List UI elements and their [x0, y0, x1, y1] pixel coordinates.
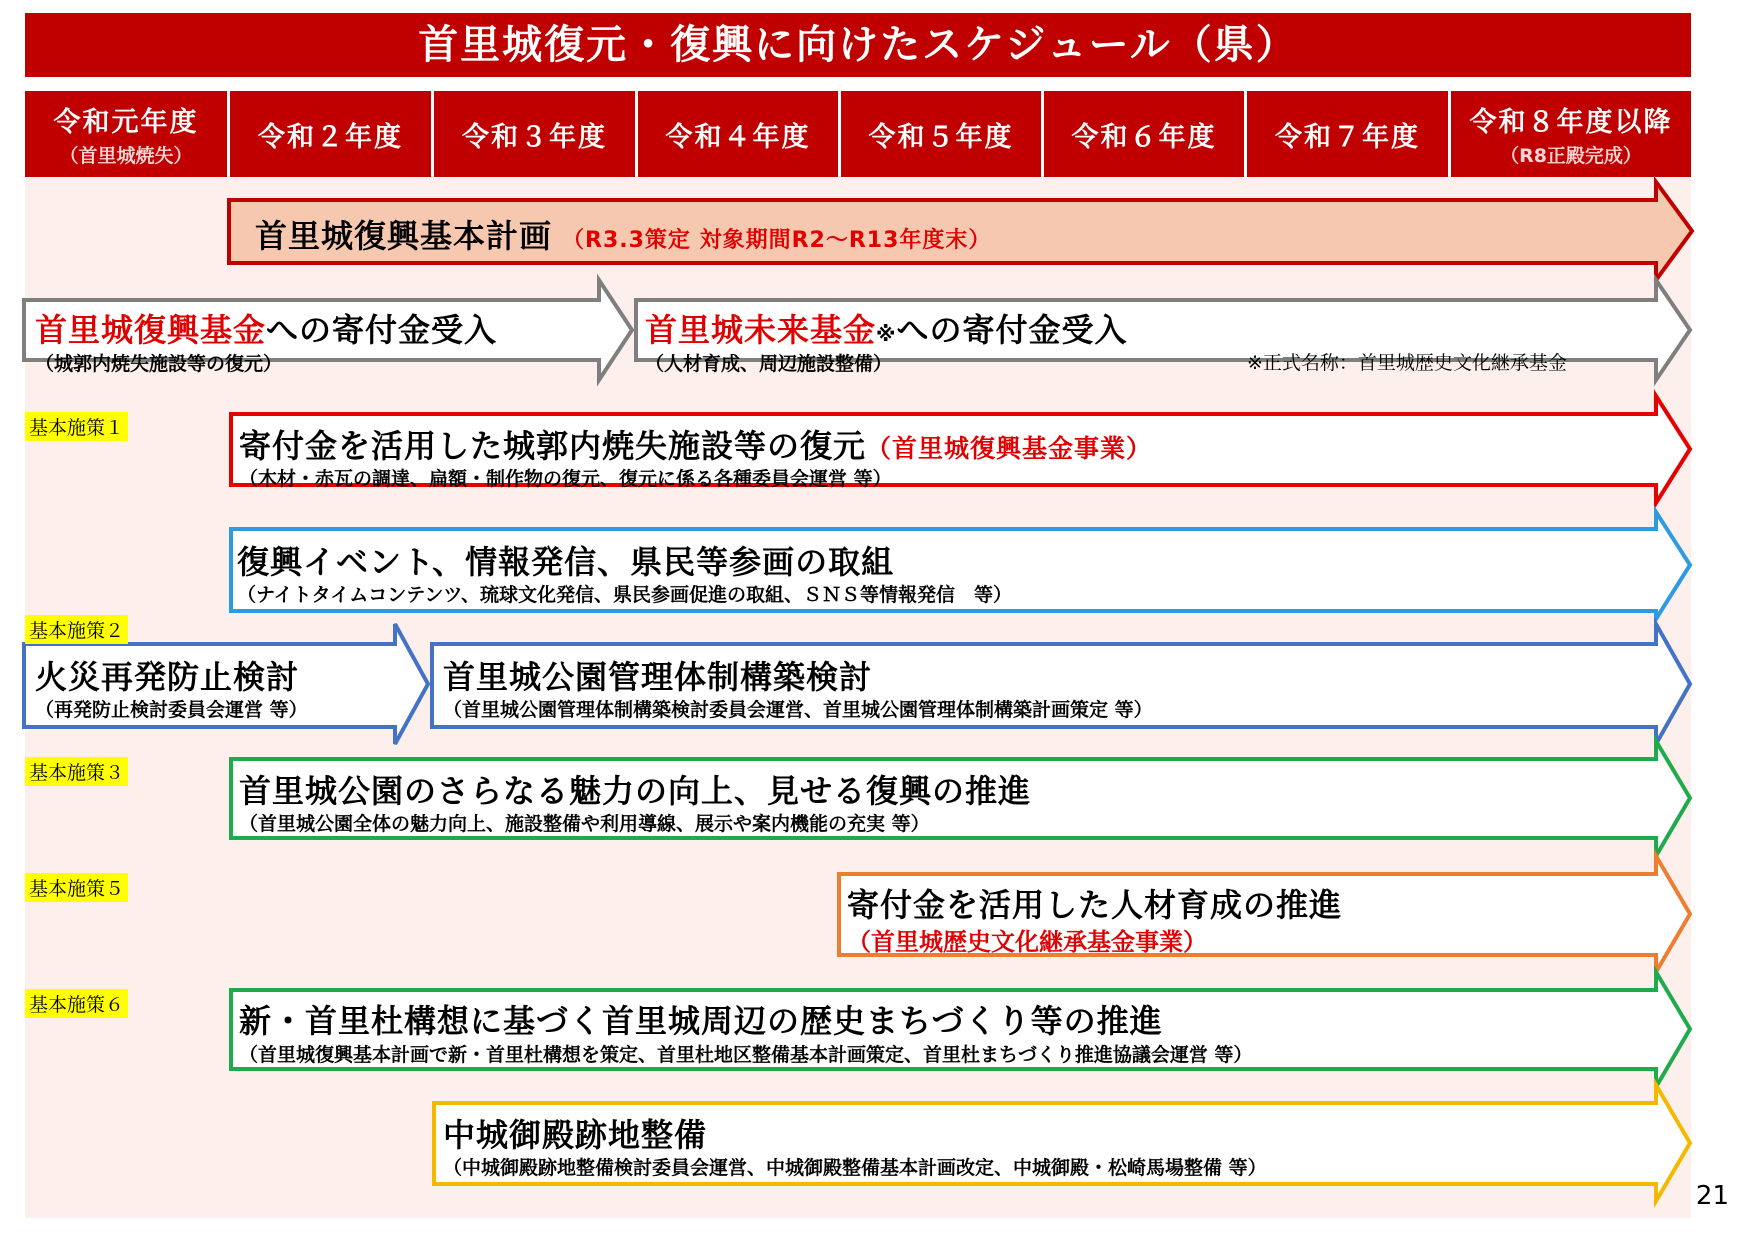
- fund2-detail: （人材育成、周辺施設整備）: [645, 353, 893, 375]
- year-label: 令和２年度: [258, 121, 403, 153]
- plan-title-text: 首里城復興基本計画: [255, 217, 553, 255]
- measure1-title-text: 寄付金を活用した城郭内焼失施設等の復元: [239, 427, 867, 465]
- fund2-title: [645, 305, 1127, 351]
- nakagusuku-detail: （中城御殿跡地整備検討委員会運営、中城御殿整備基本計画改定、中城御殿・松崎馬場整備 等）: [443, 1157, 1267, 1179]
- policy-tag-6: 基本施策６: [25, 989, 128, 1018]
- fund1-name: 首里城復興基金: [35, 311, 267, 349]
- event-title: 復興イベント、情報発信、県民等参画の取組: [237, 543, 895, 581]
- policy-tag-5: 基本施策５: [25, 873, 128, 902]
- fund1-detail: （城郭内焼失施設等の復元）: [35, 353, 283, 375]
- fund1-title-rest: への寄付金受入: [266, 311, 498, 349]
- year-sublabel: （首里城焼失）: [59, 145, 193, 167]
- policy-tag-1: 基本施策１: [25, 412, 128, 441]
- fund2-title-rest: への寄付金受入: [896, 311, 1128, 349]
- measure5-title: 寄付金を活用した人材育成の推進: [847, 886, 1343, 924]
- year-label: 令和６年度: [1071, 121, 1217, 153]
- year-label: 令和８年度以降: [1469, 107, 1673, 138]
- plan-note: （R3.3策定 対象期間R2～R13年度末）: [562, 228, 992, 253]
- measure3-title: 首里城公園のさらなる魅力の向上、見せる復興の推進: [239, 772, 1032, 810]
- plan-title: [255, 211, 991, 257]
- year-label: 令和３年度: [462, 121, 607, 153]
- year-label: 令和元年度: [53, 107, 199, 138]
- fund2-mark: ※: [876, 322, 897, 346]
- event-detail: （ナイトタイムコンテンツ、琉球文化発信、県民参画促進の取組、ＳＮＳ等情報発信 等）: [237, 584, 1013, 606]
- measure3-detail: （首里城公園全体の魅力向上、施設整備や利用導線、展示や案内機能の充実 等）: [239, 813, 930, 835]
- year-label: 令和４年度: [665, 121, 811, 153]
- page-number: 21: [1695, 1181, 1729, 1211]
- measure1-fund-name: （首里城復興基金事業）: [866, 434, 1153, 463]
- measure5-detail: （首里城歴史文化継承基金事業）: [847, 928, 1207, 956]
- page-title: 首里城復元・復興に向けたスケジュール（県）: [25, 13, 1691, 77]
- park-mgmt-title: 首里城公園管理体制構築検討: [443, 658, 873, 696]
- policy-tag-2: 基本施策２: [25, 615, 128, 644]
- fund1-title: [35, 305, 497, 351]
- fire-title: 火災再発防止検討: [35, 658, 300, 696]
- fund2-name: 首里城未来基金: [645, 311, 877, 349]
- measure6-title: 新・首里杜構想に基づく首里城周辺の歴史まちづくり等の推進: [239, 1002, 1163, 1040]
- fund2-footnote: ※正式名称：首里城歴史文化継承基金: [1247, 352, 1567, 374]
- year-label: 令和５年度: [868, 121, 1014, 153]
- policy-tag-3: 基本施策３: [25, 757, 128, 786]
- measure6-detail: （首里城復興基本計画で新・首里杜構想を策定、首里杜地区整備基本計画策定、首里杜まちづくり推進協議会運営 等）: [239, 1044, 1253, 1066]
- nakagusuku-title: 中城御殿跡地整備: [443, 1116, 708, 1154]
- park-mgmt-detail: （首里城公園管理体制構築検討委員会運営、首里城公園管理体制構築計画策定 等）: [443, 699, 1153, 721]
- year-label: 令和７年度: [1275, 121, 1420, 153]
- measure1-detail: （木材・赤瓦の調達、扁額・制作物の復元、復元に係る各種委員会運営 等）: [239, 468, 892, 490]
- fire-detail: （再発防止検討委員会運営 等）: [35, 699, 308, 721]
- year-sublabel: （R8正殿完成）: [1500, 145, 1642, 167]
- measure1-title: [239, 421, 1152, 467]
